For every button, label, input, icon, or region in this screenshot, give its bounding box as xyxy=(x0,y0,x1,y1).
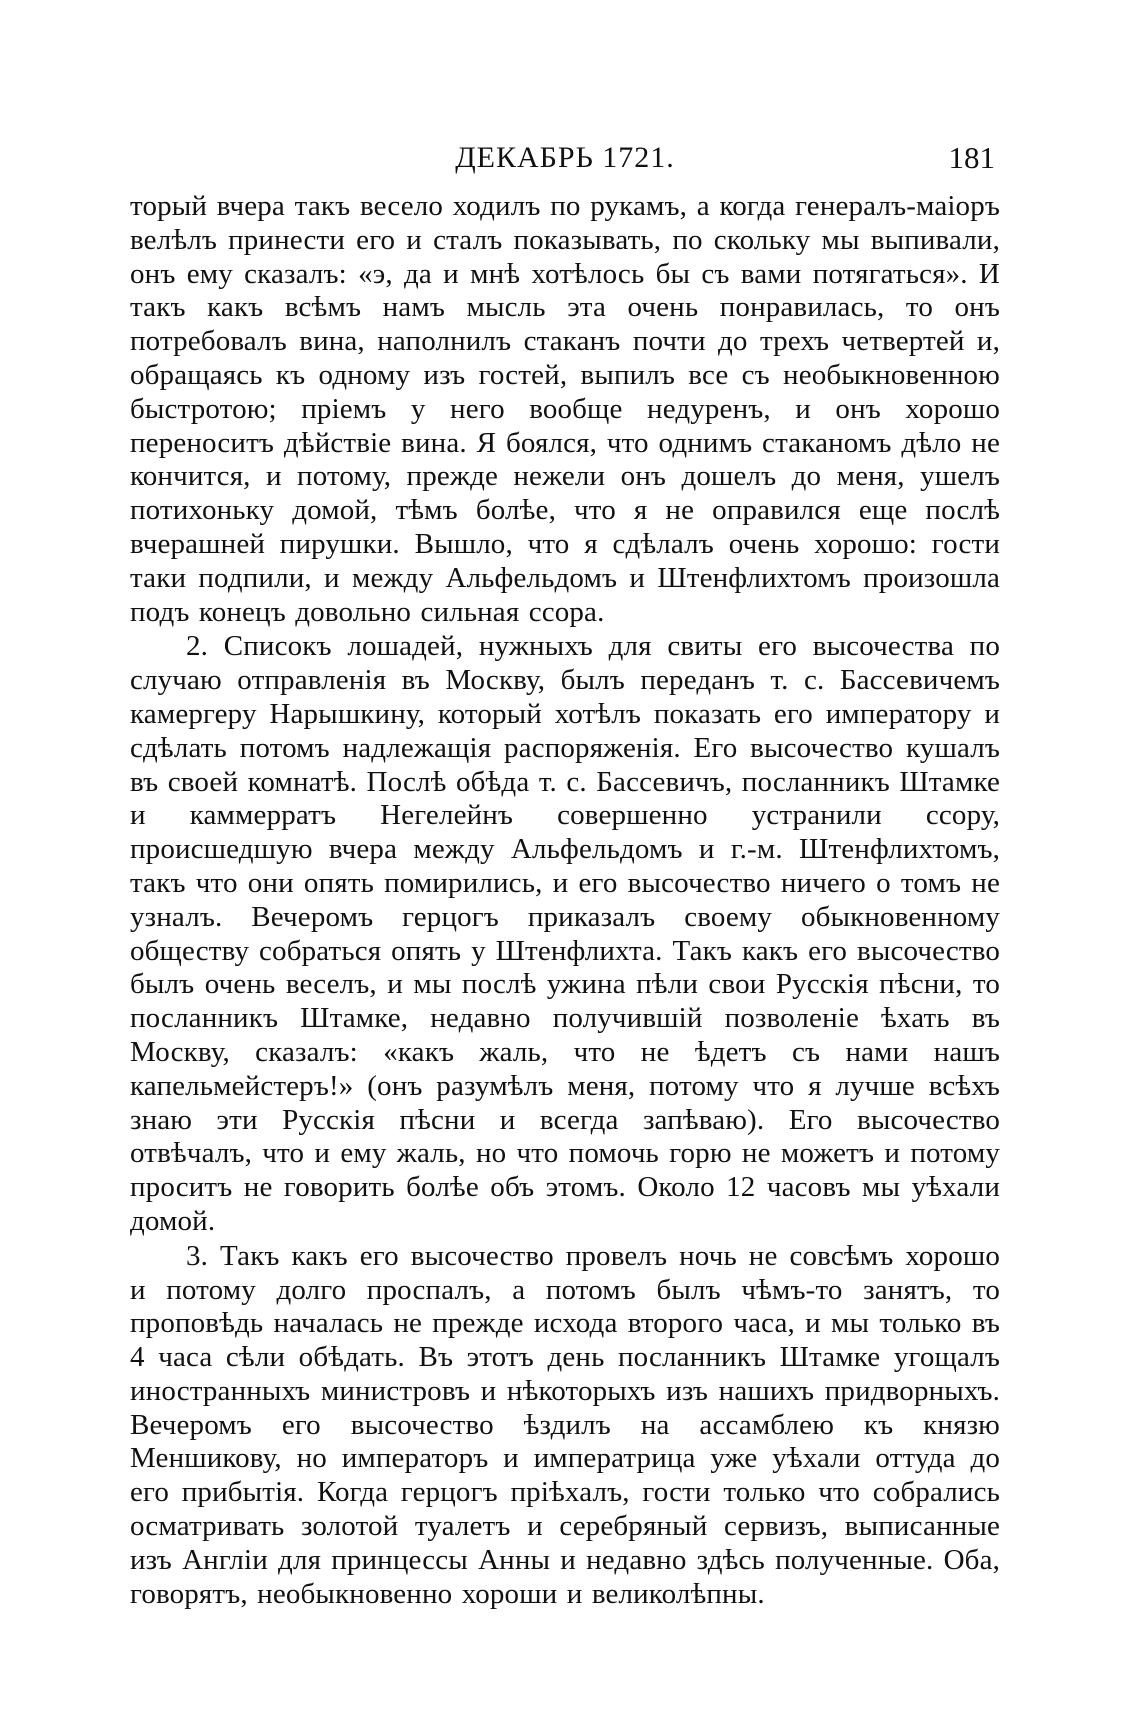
paragraph-continued: торый вчера такъ весело ходилъ по рукамъ, а когда генералъ-маiоръ велѣлъ принести его и сталъ показывать, по скольку мы выпивали, онъ ему сказалъ: «э, да и мнѣ хотѣлось бы съ вами потягаться». И такъ какъ всѣмъ намъ мысль эта очень понравилась, то онъ потребовалъ вина, наполнилъ стаканъ почти до трехъ четвертей и, обращаясь къ одному изъ гостей, выпилъ все съ необыкновенною быстротою; прiемъ у него вообще недуренъ, и онъ хорошо переноситъ дѣйствiе вина. Я боялся, что однимъ стаканомъ дѣло не кончится, и потому, прежде нежели онъ дошелъ до меня, ушелъ потихоньку домой, тѣмъ болѣе, что я не оправился еще послѣ вчерашней пирушки. Вышло, что я сдѣлалъ очень хорошо: гости таки подпили, и между Альфельдомъ и Штенфлихтомъ произошла подъ конецъ довольно сильная ссора. xyxy=(130,190,1000,628)
paragraph-2: 2. Списокъ лошадей, нужныхъ для свиты его высочества по случаю отправленiя въ Москву, былъ переданъ т. с. Бассевичемъ камергеру Нарышкину, который хотѣлъ показать его императору и сдѣлать потомъ надлежащiя распоряженiя. Его высочество кушалъ въ своей комнатѣ. Послѣ обѣда т. с. Бассевичъ, посланникъ Штамке и каммерратъ Негелейнъ совершенно устранили ссору, происшедшую вчера между Альфельдомъ и г.-м. Штенфлихтомъ, такъ что они опять помирились, и его высочество ничего о томъ не узналъ. Вечеромъ герцогъ приказалъ своему обыкновенному обществу собраться опять у Штенфлихта. Такъ какъ его высочество былъ очень веселъ, и мы послѣ ужина пѣли свои Русскiя пѣсни, то посланникъ Штамке, недавно получившiй позволенiе ѣхать въ Москву, сказалъ: «какъ жаль, что не ѣдетъ съ нами нашъ капельмейстеръ!» (онъ разумѣлъ меня, потому что я лучше всѣхъ знаю эти Русскiя пѣсни и всегда запѣваю). Его высочество отвѣчалъ, что и ему жаль, но что помочь горю не можетъ и потому проситъ не говорить болѣе объ этомъ. Около 12 часовъ мы уѣхали домой. xyxy=(130,630,1000,1237)
body-text xyxy=(130,190,1000,1611)
running-header xyxy=(130,138,1000,178)
running-title: ДЕКАБРЬ 1721. xyxy=(455,141,675,174)
page-number: 181 xyxy=(948,140,995,175)
paragraph-3: 3. Такъ какъ его высочество провелъ ночь не совсѣмъ хорошо и потому долго проспалъ, а потомъ былъ чѣмъ-то занятъ, то проповѣдь началась не прежде исхода второго часа, и мы только въ 4 часа сѣли обѣдать. Въ этотъ день посланникъ Штамке угощалъ иностранныхъ министровъ и нѣкоторыхъ изъ нашихъ придворныхъ. Вечеромъ его высочество ѣздилъ на ассамблею къ князю Меншикову, но императоръ и императрица уже уѣхали оттуда до его прибытiя. Когда герцогъ прiѣхалъ, гости только что собрались осматривать золотой туалетъ и серебряный сервизъ, выписанные изъ Англiи для принцессы Анны и недавно здѣсь полученные. Оба, говорятъ, необыкновенно хороши и великолѣпны. xyxy=(130,1239,1000,1610)
